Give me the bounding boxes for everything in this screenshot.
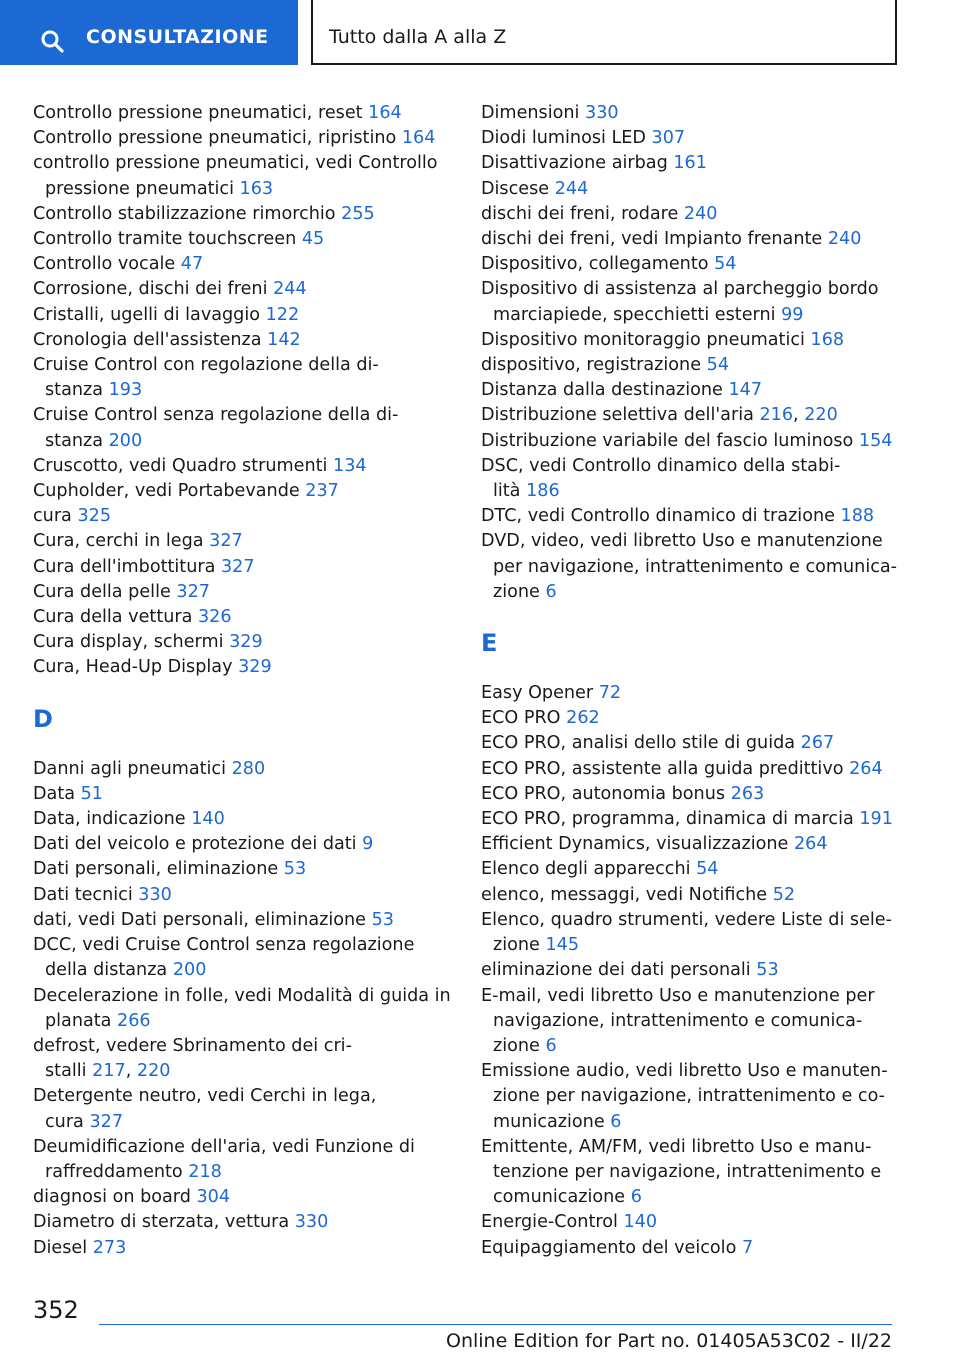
page-link[interactable]: 200 <box>172 960 207 981</box>
page-link[interactable]: 161 <box>673 153 707 174</box>
index-entry <box>33 277 463 302</box>
page-link[interactable]: 72 <box>598 683 622 704</box>
index-entry <box>33 605 463 630</box>
index-entry <box>481 1059 911 1135</box>
page-link[interactable]: 54 <box>706 355 730 376</box>
page-link[interactable]: 255 <box>341 203 375 224</box>
index-entry <box>481 807 911 832</box>
page-link[interactable]: 327 <box>220 556 255 577</box>
index-entry-text: Cupholder, vedi Portabevande <box>33 481 306 502</box>
index-entry-text: controllo pressione pneumatici, vedi Controllo <box>33 153 438 174</box>
page-link[interactable]: 220 <box>136 1061 171 1082</box>
page-link[interactable]: 6 <box>545 581 557 602</box>
index-entry <box>481 227 911 252</box>
page-link[interactable]: 216 <box>759 405 794 426</box>
page-link[interactable]: 164 <box>368 103 402 123</box>
page-link[interactable]: 186 <box>526 481 560 502</box>
index-entry-text: Equipaggiamento del veicolo <box>481 1237 742 1258</box>
index-entry <box>481 731 911 756</box>
index-entry <box>481 908 911 958</box>
index-entry <box>33 126 463 151</box>
page-link[interactable]: 330 <box>294 1212 329 1233</box>
index-entry <box>481 328 911 353</box>
index-entry <box>33 504 463 529</box>
index-entry-text: Dispositivo, collegamento <box>481 254 715 275</box>
index-entry <box>33 1185 463 1210</box>
page-link[interactable]: 325 <box>77 506 112 527</box>
index-entry-text: Cura della pelle <box>33 581 177 602</box>
index-entry <box>33 227 463 252</box>
index-entry-text: ECO PRO, assistente alla guida predittivo <box>481 758 850 779</box>
page-link[interactable]: 263 <box>730 783 765 804</box>
index-entry <box>481 706 911 731</box>
page-link[interactable]: 307 <box>651 128 686 149</box>
index-entry-text: diagnosi on board <box>33 1187 197 1208</box>
index-entry-text: Emittente, AM/FM, vedi libretto Uso e manu- <box>481 1136 872 1157</box>
page-separator: , <box>125 1061 137 1082</box>
index-entry <box>481 782 911 807</box>
index-entry-text: Cura, Head-Up Display <box>33 657 239 678</box>
page-link[interactable]: 7 <box>741 1237 754 1258</box>
index-entry <box>33 353 463 403</box>
index-entry-text: ECO PRO, programma, dinamica di marcia <box>481 809 860 830</box>
index-entry-text: Corrosione, dischi dei freni <box>33 279 274 300</box>
footer-edition-text: Online Edition for Part no. 01405A53C02 - II/22 <box>445 1330 892 1352</box>
index-entry-text: Cristalli, ugelli di lavaggio <box>33 304 266 325</box>
index-entry-text: Cura della vettura <box>33 607 198 628</box>
index-entry-text: defrost, vedere Sbrinamento dei cri- <box>33 1035 352 1056</box>
page-number: 352 <box>33 1296 79 1324</box>
index-entry <box>481 101 911 126</box>
page-link[interactable]: 6 <box>610 1111 622 1132</box>
index-entry-text: Controllo tramite touchscreen <box>33 229 302 250</box>
index-entry <box>481 757 911 782</box>
page-link[interactable]: 267 <box>800 733 835 754</box>
index-entry <box>33 908 463 933</box>
index-entry <box>33 1135 463 1185</box>
page-link[interactable]: 262 <box>566 708 600 729</box>
page-link[interactable]: 244 <box>554 178 589 199</box>
index-entry-text: Elenco, quadro strumenti, vedere Liste di sele- <box>481 909 892 930</box>
index-entry-text: DTC, vedi Controllo dinamico di trazione <box>481 506 841 527</box>
index-entry <box>481 1210 911 1235</box>
index-entry-text: Easy Opener <box>481 683 599 704</box>
page-link[interactable]: 52 <box>772 884 796 905</box>
index-entry-text: Distribuzione selettiva dell'aria <box>481 405 760 426</box>
chapter-title-label: Tutto dalla A alla Z <box>329 26 507 48</box>
index-entry-continuation: municazione <box>493 1111 611 1132</box>
index-entry-continuation: zione <box>493 935 546 956</box>
index-entry <box>481 126 911 151</box>
page-link[interactable]: 51 <box>80 783 103 804</box>
index-entry <box>33 1210 463 1235</box>
page-link[interactable]: 220 <box>804 405 838 426</box>
index-entry-text: elenco, messaggi, vedi Notifiche <box>481 884 773 905</box>
index-entry-continuation: zione <box>493 581 546 602</box>
page-link[interactable]: 218 <box>188 1161 222 1182</box>
index-entry <box>481 177 911 202</box>
page-link[interactable]: 45 <box>301 229 325 250</box>
index-entry <box>33 883 463 908</box>
page-link[interactable]: 134 <box>333 455 367 476</box>
index-entry-text: dischi dei freni, vedi Impianto frenante <box>481 229 828 250</box>
index-entry-continuation: stanza <box>45 430 109 451</box>
index-entry-text: Disattivazione airbag <box>481 153 674 174</box>
page-link[interactable]: 280 <box>231 758 266 779</box>
index-entry <box>481 1135 911 1211</box>
index-entry-text: Controllo vocale <box>33 254 181 275</box>
index-entry-text: Cura dell'imbottitura <box>33 556 221 577</box>
page-link[interactable]: 54 <box>714 254 737 275</box>
index-entry-text: Cura display, schermi <box>33 632 230 653</box>
index-entry-text: Cruise Control senza regolazione della di- <box>33 405 399 426</box>
index-entry-text: eliminazione dei dati personali <box>481 960 757 981</box>
index-entry <box>33 555 463 580</box>
page-link[interactable]: 47 <box>180 254 204 275</box>
index-entry <box>481 353 911 378</box>
index-entry-text: Data, indicazione <box>33 809 192 830</box>
index-entry-text: Cura, cerchi in lega <box>33 531 210 552</box>
index-entry <box>33 857 463 882</box>
index-entry-continuation: tenzione per navigazione, intrattenimento e <box>493 1161 882 1182</box>
page-link[interactable]: 164 <box>401 128 436 149</box>
page-link[interactable]: 188 <box>840 506 875 527</box>
search-icon <box>40 29 64 53</box>
index-entry <box>481 984 911 1060</box>
page-link[interactable]: 53 <box>371 909 394 930</box>
index-entry <box>33 479 463 504</box>
index-entry <box>481 1236 911 1261</box>
page-link[interactable]: 237 <box>305 481 339 502</box>
index-entry <box>481 429 911 454</box>
index-entry-text: Discese <box>481 178 555 199</box>
index-entry-text: dischi dei freni, rodare <box>481 203 684 224</box>
page-link[interactable]: 9 <box>362 834 374 855</box>
index-entry-text: Elenco degli apparecchi <box>481 859 697 880</box>
section-tab-label: CONSULTAZIONE <box>86 26 269 48</box>
index-entry-continuation: della distanza <box>45 960 173 981</box>
page-link[interactable]: 266 <box>117 1010 151 1031</box>
index-entry <box>481 403 911 428</box>
index-entry <box>33 529 463 554</box>
page-link[interactable]: 326 <box>197 607 232 628</box>
index-entry-text: Cruscotto, vedi Quadro strumenti <box>33 455 333 476</box>
page-link[interactable]: 327 <box>209 531 243 552</box>
index-entry-text: Controllo pressione pneumatici, reset <box>33 103 369 123</box>
index-entry-text: Data <box>33 783 81 804</box>
page-link[interactable]: 244 <box>273 279 307 300</box>
index-entry-text: Dispositivo monitoraggio pneumatici <box>481 329 811 350</box>
page-link[interactable]: 200 <box>108 430 143 451</box>
page-link[interactable]: 99 <box>781 304 804 325</box>
index-entry <box>481 202 911 227</box>
page-link[interactable]: 191 <box>859 809 893 830</box>
index-entry <box>481 504 911 529</box>
index-entry <box>481 378 911 403</box>
index-entry-text: Dimensioni <box>481 103 585 123</box>
page-link[interactable]: 217 <box>92 1061 126 1082</box>
index-entry <box>33 933 463 983</box>
page-link[interactable]: 273 <box>92 1237 127 1258</box>
index-entry <box>481 883 911 908</box>
index-entry <box>481 857 911 882</box>
index-entry-continuation: pressione pneumatici <box>45 178 240 199</box>
page-link[interactable]: 142 <box>267 329 301 350</box>
index-entry-text: Distanza dalla destinazione <box>481 380 729 401</box>
index-entry-text: Emissione audio, vedi libretto Uso e manuten- <box>481 1061 888 1082</box>
index-entry <box>33 1084 463 1134</box>
page-link[interactable]: 122 <box>265 304 300 325</box>
index-entry-continuation: zione <box>493 1035 546 1056</box>
page-link[interactable]: 140 <box>623 1212 658 1233</box>
index-entry-continuation: per navigazione, intrattenimento e comunica- <box>493 556 898 577</box>
index-entry-text: ECO PRO, autonomia bonus <box>481 783 731 804</box>
index-entry <box>33 1236 463 1261</box>
index-entry <box>33 151 463 201</box>
index-entry-text: Cronologia dell'assistenza <box>33 329 268 350</box>
index-entry-continuation: navigazione, intrattenimento e comunica- <box>493 1010 863 1031</box>
index-entry-text: Diodi luminosi LED <box>481 128 652 149</box>
index-entry-text: Controllo pressione pneumatici, ripristino <box>33 128 402 149</box>
page-link[interactable]: 154 <box>858 430 893 451</box>
page-separator: , <box>793 405 805 426</box>
index-entry <box>481 252 911 277</box>
index-entry-text: Diametro di sterzata, vettura <box>33 1212 295 1233</box>
page-link[interactable]: 330 <box>585 103 619 123</box>
page-link[interactable]: 327 <box>89 1111 124 1132</box>
index-entry <box>481 151 911 176</box>
index-entry <box>33 1034 463 1084</box>
index-entry <box>481 832 911 857</box>
index-entry-continuation: planata <box>45 1010 118 1031</box>
page-link[interactable]: 53 <box>756 960 779 981</box>
index-entry-continuation: lità <box>493 481 527 502</box>
index-entry-continuation: zione per navigazione, intrattenimento e co- <box>493 1086 886 1107</box>
index-entry <box>481 454 911 504</box>
index-entry-text: Distribuzione variabile del fascio luminoso <box>481 430 859 451</box>
page-link[interactable]: 264 <box>793 834 828 855</box>
index-entry <box>33 630 463 655</box>
index-entry-continuation: raffreddamento <box>45 1161 189 1182</box>
index-entry-text: E-mail, vedi libretto Uso e manutenzione per <box>481 985 875 1006</box>
index-entry-text: cura <box>33 506 78 527</box>
index-entry-continuation: comunicazione <box>493 1187 631 1208</box>
index-entry-continuation: marciapiede, specchietti esterni <box>493 304 782 325</box>
section-tab-consultazione[interactable] <box>0 0 298 65</box>
page-link[interactable]: 329 <box>238 657 272 678</box>
index-entry <box>33 202 463 227</box>
index-entry-text: Energie-Control <box>481 1212 624 1233</box>
index-entry-text: Diesel <box>33 1237 93 1258</box>
index-letter-heading: D <box>33 704 53 733</box>
index-entry-text: dispositivo, registrazione <box>481 355 707 376</box>
page-link[interactable]: 163 <box>239 178 274 199</box>
index-entry-text: Cruise Control con regolazione della di- <box>33 355 379 376</box>
page-link[interactable]: 193 <box>108 380 143 401</box>
page-link[interactable]: 330 <box>138 884 172 905</box>
index-entry <box>33 984 463 1034</box>
index-entry-text: Efficient Dynamics, visualizzazione <box>481 834 794 855</box>
index-entry <box>33 782 463 807</box>
index-entry-text: ECO PRO <box>481 708 567 729</box>
index-entry <box>33 252 463 277</box>
page-link[interactable]: 6 <box>545 1035 557 1056</box>
page-link[interactable]: 140 <box>191 809 225 830</box>
index-entry <box>33 454 463 479</box>
index-entry <box>481 681 911 706</box>
index-entry <box>33 101 463 126</box>
index-entry <box>481 277 911 327</box>
page-link[interactable]: 240 <box>827 229 862 250</box>
page-link[interactable]: 147 <box>728 380 763 401</box>
page-link[interactable]: 264 <box>849 758 883 779</box>
index-entry <box>33 580 463 605</box>
index-entry <box>481 529 911 605</box>
index-entry-text: dati, vedi Dati personali, eliminazione <box>33 909 372 930</box>
index-entry-continuation: stanza <box>45 380 109 401</box>
page-link[interactable]: 54 <box>696 859 719 880</box>
index-entry <box>33 757 463 782</box>
index-entry-continuation: cura <box>45 1111 90 1132</box>
index-entry-text: Decelerazione in folle, vedi Modalità di guida in <box>33 985 451 1006</box>
index-entry <box>33 807 463 832</box>
index-letter-heading: E <box>481 629 498 658</box>
index-entry-text: DVD, video, vedi libretto Uso e manutenzione <box>481 531 883 552</box>
index-entry-text: Deumidificazione dell'aria, vedi Funzione di <box>33 1136 415 1157</box>
index-entry-text: Controllo stabilizzazione rimorchio <box>33 203 342 224</box>
index-column-left <box>33 101 463 1261</box>
index-entry-text: Dati tecnici <box>33 884 139 905</box>
index-entry-continuation: stalli <box>45 1061 93 1082</box>
index-entry <box>481 958 911 983</box>
page-link[interactable]: 240 <box>683 203 718 224</box>
page-link[interactable]: 53 <box>283 859 307 880</box>
index-column-right <box>481 101 911 1261</box>
page-link[interactable]: 329 <box>229 632 263 653</box>
chapter-title-tab[interactable] <box>311 0 897 65</box>
page-link[interactable]: 327 <box>176 581 210 602</box>
index-entry-text: DCC, vedi Cruise Control senza regolazione <box>33 935 415 956</box>
page-link[interactable]: 304 <box>196 1187 231 1208</box>
index-entry <box>33 403 463 453</box>
index-entry-text: Detergente neutro, vedi Cerchi in lega, <box>33 1086 377 1107</box>
page-link[interactable]: 168 <box>810 329 845 350</box>
index-entry-text: DSC, vedi Controllo dinamico della stabi- <box>481 455 841 476</box>
index-entry-text: Dati del veicolo e protezione dei dati <box>33 834 363 855</box>
index-entry <box>33 832 463 857</box>
index-entry <box>33 328 463 353</box>
footer-divider <box>99 1324 892 1325</box>
index-entry-text: Dispositivo di assistenza al parcheggio bordo <box>481 279 879 300</box>
index-entry-text: Dati personali, eliminazione <box>33 859 284 880</box>
index-entry <box>33 655 463 680</box>
page-link[interactable]: 6 <box>630 1187 642 1208</box>
index-entry <box>33 303 463 328</box>
page-link[interactable]: 145 <box>545 935 580 956</box>
index-entry-text: Danni agli pneumatici <box>33 758 232 779</box>
index-entry-text: ECO PRO, analisi dello stile di guida <box>481 733 801 754</box>
